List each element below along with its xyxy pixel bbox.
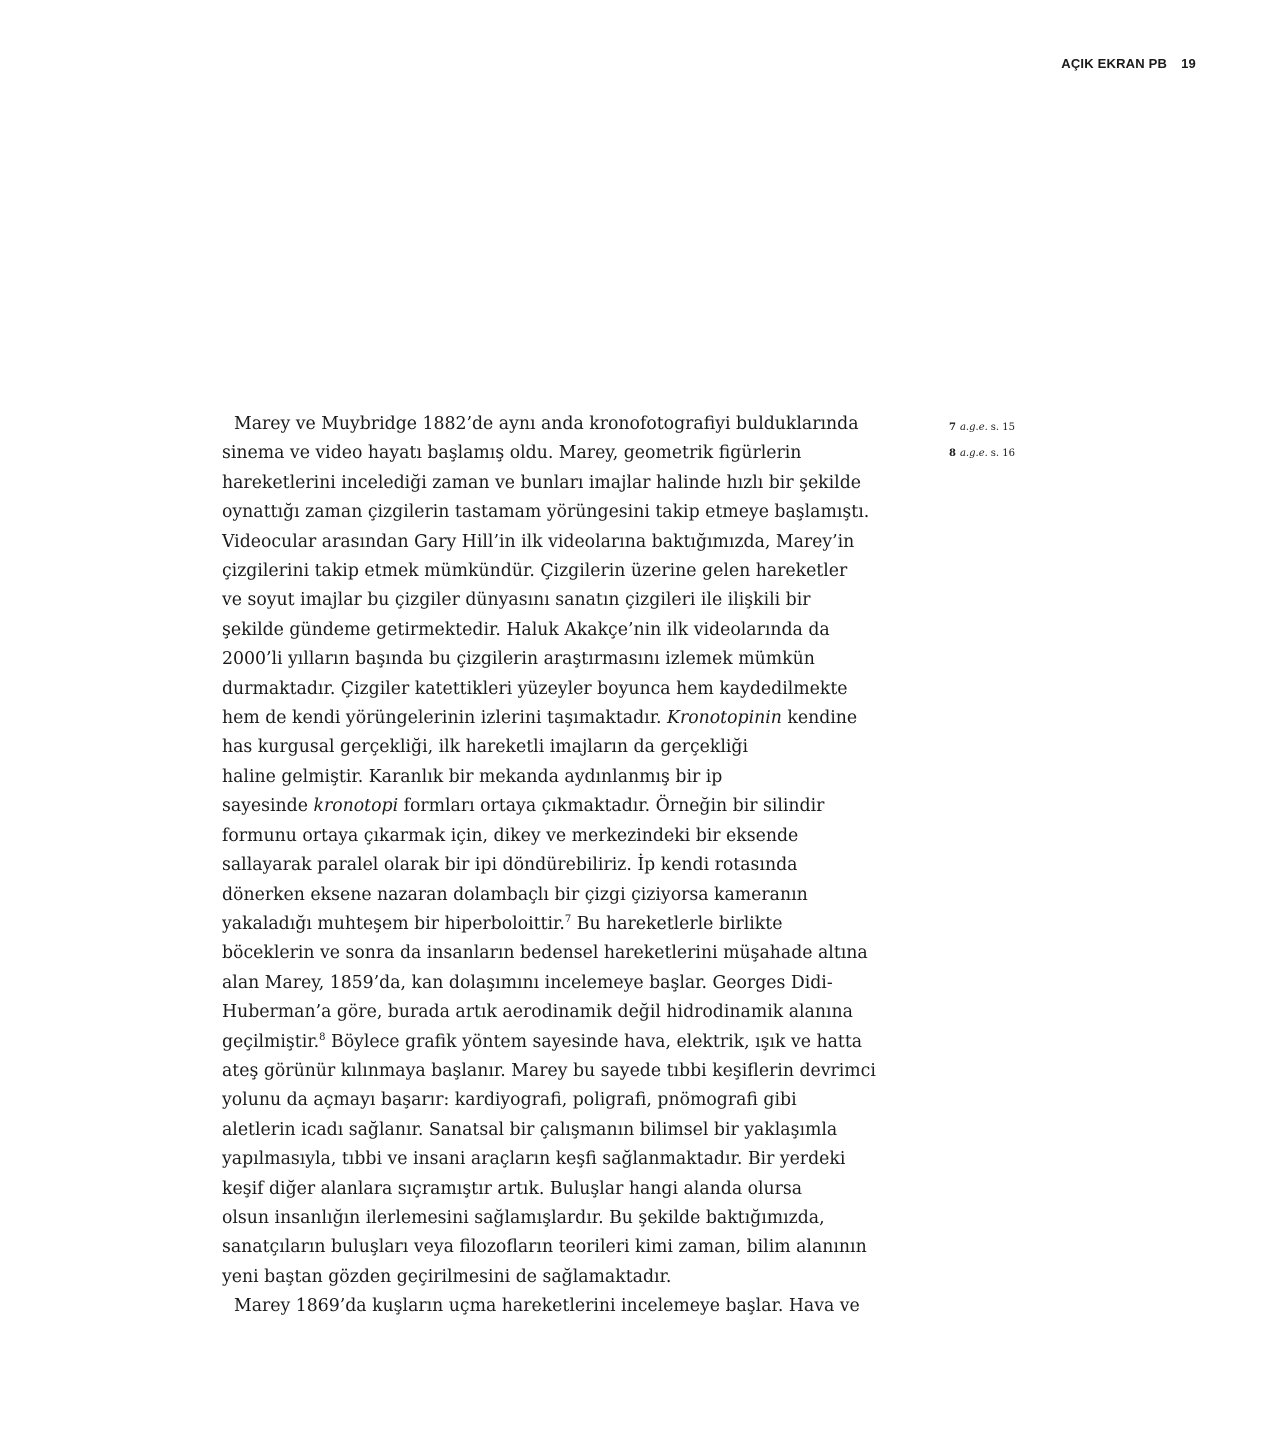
text-line: ve soyut imajlar bu çizgiler dünyasını sanatın çizgileri ile ilişkili bir — [222, 590, 811, 611]
text-line: sallayarak paralel olarak bir ipi döndürebiliriz. İp kendi rotasında — [222, 855, 798, 876]
italic-term: Kronotopinin — [667, 708, 782, 729]
text-line: hareketlerini incelediği zaman ve bunları imajlar halinde hızlı bir şekilde — [222, 472, 862, 493]
footnote-page: s. 16 — [990, 448, 1016, 459]
text-line: haline gelmiştir. Karanlık bir mekanda aydınlanmış bir ip — [222, 766, 723, 787]
text-line: yolunu da açmayı başarır: kardiyografi, poligrafi, pnömografi gibi — [222, 1090, 797, 1111]
footnote-abbreviation: a.g.e. — [959, 422, 988, 433]
text-segment: geçilmiştir. — [222, 1031, 320, 1052]
footnote — [949, 441, 1015, 467]
text-line: Huberman’a göre, burada artık aerodinamik değil hidrodinamik alanına — [222, 1002, 853, 1023]
text-line: Marey ve Muybridge 1882’de aynı anda kronofotografiyi bulduklarında — [234, 414, 859, 434]
text-line: has kurgusal gerçekliği, ilk hareketli imajların da gerçekliği — [222, 737, 748, 758]
text-segment: kendine — [781, 708, 858, 729]
text-line: durmaktadır. Çizgiler katettikleri yüzeyler boyunca hem kaydedilmekte — [222, 678, 848, 699]
text-line: sanatçıların buluşları veya filozofların teorileri kimi zaman, bilim alanının — [222, 1237, 867, 1258]
text-line: ateş görünür kılınmaya başlanır. Marey bu sayede tıbbi keşiflerin devrimci — [222, 1060, 876, 1081]
text-segment: Bu hareketlerle birlikte — [571, 913, 783, 934]
text-line: Marey 1869’da kuşların uçma hareketlerini incelemeye başlar. Hava ve — [234, 1296, 860, 1317]
text-segment: sayesinde — [222, 796, 314, 817]
text-line: olsun insanlığın ilerlemesini sağlamışlardır. Bu şekilde baktığımızda, — [222, 1207, 825, 1228]
text-line: yeni baştan gözden geçirilmesini de sağlamaktadır. — [222, 1266, 672, 1287]
footnote-page: s. 15 — [990, 422, 1016, 433]
body-text — [222, 410, 922, 1322]
footnote-number: 7 — [949, 422, 956, 433]
italic-term: kronotopi — [313, 796, 399, 817]
text-line: şekilde gündeme getirmektedir. Haluk Akakçe’nin ilk videolarında da — [222, 619, 830, 640]
text-segment: hem de kendi yörüngelerinin izlerini taşımaktadır. — [222, 708, 668, 729]
text-line: böceklerin ve sonra da insanların bedensel hareketlerini müşahade altına — [222, 943, 868, 964]
running-header — [1061, 56, 1196, 71]
text-line — [222, 1028, 922, 1057]
text-segment: yakaladığı muhteşem bir hiperboloittir. — [222, 913, 565, 934]
text-line: keşif diğer alanlara sıçramıştır artık. Buluşlar hangi alanda olursa — [222, 1178, 803, 1199]
footnote-abbreviation: a.g.e. — [959, 448, 988, 459]
text-segment: Böylece grafik yöntem sayesinde hava, elektrik, ışık ve hatta — [325, 1031, 863, 1052]
footnote-reference: 8 — [319, 1031, 326, 1043]
text-line: sinema ve video hayatı başlamış oldu. Marey, geometrik figürlerin — [222, 443, 802, 464]
footnotes-margin — [949, 415, 1015, 467]
running-header-title: AÇIK EKRAN PB — [1061, 56, 1168, 71]
text-line: alan Marey, 1859’da, kan dolaşımını incelemeye başlar. Georges Didi- — [222, 972, 833, 993]
text-line: 2000’li yılların başında bu çizgilerin araştırmasını izlemek mümkün — [222, 649, 815, 670]
text-line — [222, 910, 922, 939]
text-line: dönerken eksene nazaran dolambaçlı bir çizgi çiziyorsa kameranın — [222, 884, 808, 905]
text-line — [222, 704, 922, 733]
text-segment: formları ortaya çıkmaktadır. Örneğin bir silindir — [398, 796, 825, 817]
footnote-number: 8 — [949, 448, 956, 459]
text-line: aletlerin icadı sağlanır. Sanatsal bir çalışmanın bilimsel bir yaklaşımla — [222, 1119, 838, 1140]
text-line: formunu ortaya çıkarmak için, dikey ve merkezindeki bir eksende — [222, 825, 799, 846]
footnote — [949, 415, 1015, 441]
page-number: 19 — [1181, 56, 1196, 71]
text-line: çizgilerini takip etmek mümkündür. Çizgilerin üzerine gelen hareketler — [222, 561, 848, 582]
text-line — [222, 792, 922, 821]
text-line: Videocular arasından Gary Hill’in ilk videolarına baktığımızda, Marey’in — [222, 531, 855, 552]
text-line: yapılmasıyla, tıbbi ve insani araçların keşfi sağlanmaktadır. Bir yerdeki — [222, 1149, 846, 1170]
footnote-reference: 7 — [564, 913, 572, 925]
text-line: oynattığı zaman çizgilerin tastamam yörüngesini takip etmeye başlamıştı. — [222, 502, 870, 523]
